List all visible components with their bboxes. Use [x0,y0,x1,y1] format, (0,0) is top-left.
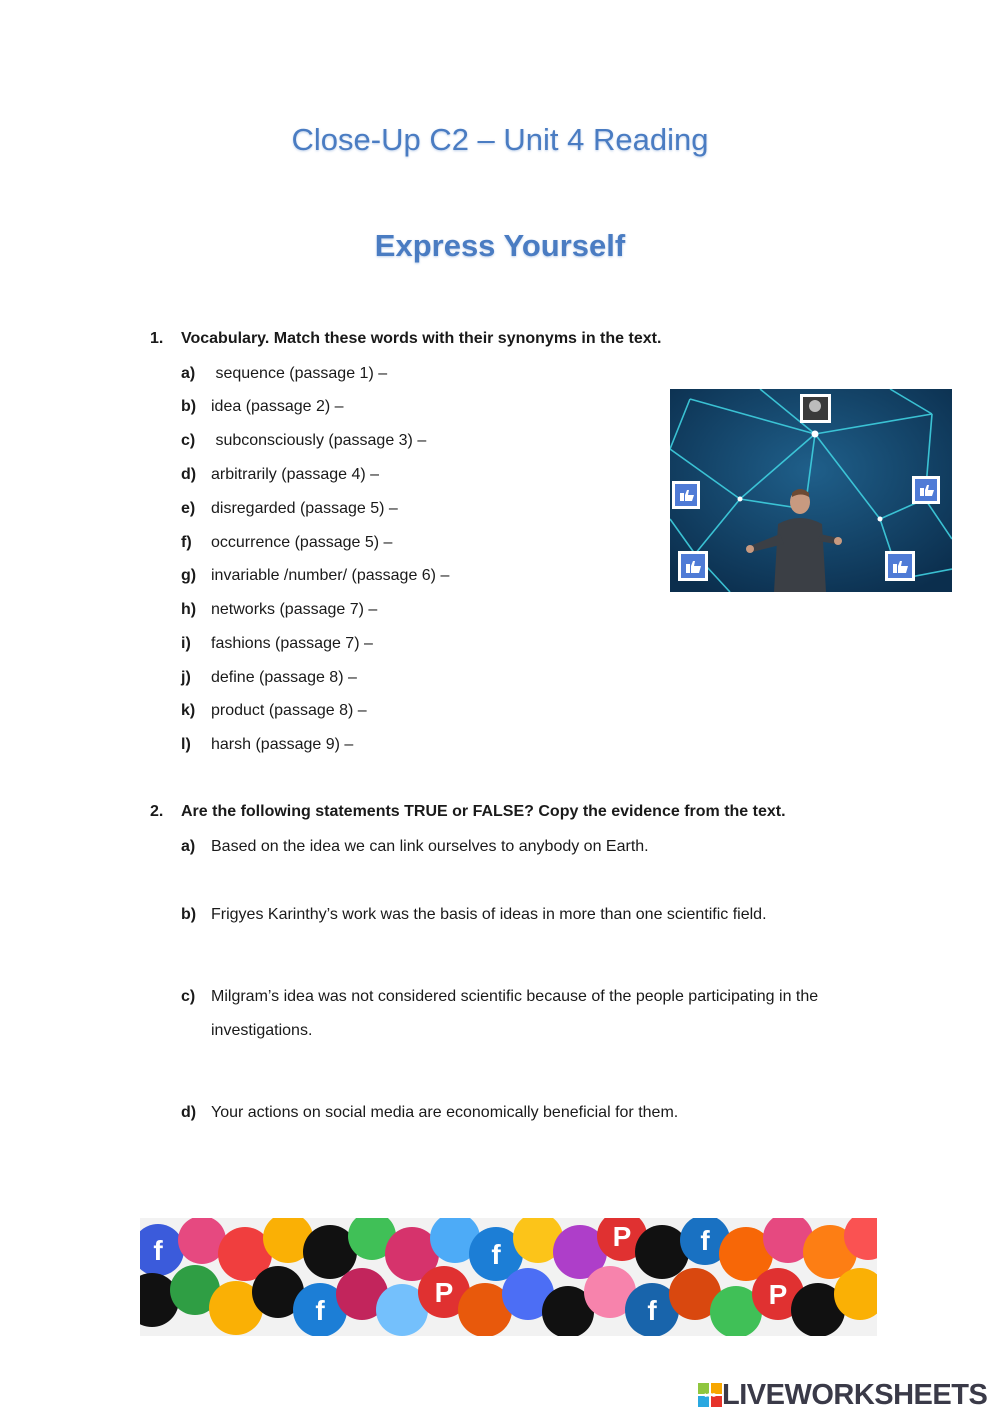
statement-item-a [181,838,649,856]
item-text: harsh (passage 9) – [211,736,354,753]
social-media-banner [140,1218,877,1336]
network-illustration [670,389,952,592]
item-letter: k) [181,702,196,719]
item-text: define (passage 8) – [211,669,357,686]
item-letter: a) [181,838,196,855]
vocab-item-h [181,601,377,619]
item-letter: l) [181,736,191,753]
svg-text:P: P [768,1279,788,1310]
item-letter: b) [181,906,197,923]
question-2-heading [150,803,786,821]
vocab-item-f [181,534,392,552]
liveworksheets-logo [698,1378,987,1412]
brand-name: LIVEWORKSHEETS [722,1378,988,1411]
svg-text:f: f [700,1225,710,1256]
liveworksheets-logo-icon [698,1383,722,1407]
item-letter: h) [181,601,197,618]
statement-item-b [181,906,767,924]
social-media-icons [140,1218,877,1336]
item-text: occurrence (passage 5) – [211,534,393,551]
vocab-item-a [181,365,387,383]
item-text: Milgram’s idea was not considered scientific because of the people participating in the investigations. [211,988,819,1039]
item-letter: c) [181,988,196,1005]
item-letter: d) [181,466,197,483]
svg-text:f: f [491,1239,501,1270]
item-text: arbitrarily (passage 4) – [211,466,380,483]
thumbs-up-icon [885,551,915,581]
item-text: idea (passage 2) – [211,398,344,415]
item-text: Frigyes Karinthy’s work was the basis of ideas in more than one scientific field. [211,906,767,923]
item-text: subconsciously (passage 3) – [211,432,427,449]
page-title: Close-Up C2 – Unit 4 Reading [291,122,709,157]
item-letter: f) [181,534,192,551]
item-letter: a) [181,365,196,382]
item-text: disregarded (passage 5) – [211,500,398,517]
item-text: invariable /number/ (passage 6) – [211,567,450,584]
item-letter: j) [181,669,191,686]
vocab-item-d [181,466,379,484]
question-text: Are the following statements TRUE or FALSE? Copy the evidence from the text. [181,803,786,820]
item-letter: g) [181,567,197,584]
svg-text:f: f [153,1235,163,1266]
item-letter: b) [181,398,197,415]
thumbs-up-icon [678,551,708,581]
item-letter: c) [181,432,196,449]
question-number: 2. [150,803,164,820]
vocab-item-j [181,669,357,687]
item-text: sequence (passage 1) – [211,365,388,382]
question-1-heading [150,330,661,348]
vocab-item-i [181,635,373,653]
thumbs-up-icon [672,481,700,509]
vocab-item-b [181,398,344,416]
thumbs-up-icon [912,476,940,504]
page-subtitle: Express Yourself [374,228,626,263]
svg-text:f: f [647,1295,657,1326]
item-text: product (passage 8) – [211,702,367,719]
item-letter: e) [181,500,196,517]
vocab-item-c [181,432,426,450]
svg-text:P: P [434,1277,454,1308]
vocab-item-k [181,702,367,720]
item-text: Your actions on social media are economically beneficial for them. [211,1104,679,1121]
statement-item-c [181,988,881,1048]
item-text: Based on the idea we can link ourselves to anybody on Earth. [211,838,649,855]
item-letter: d) [181,1104,197,1121]
vocab-item-l [181,736,353,754]
statement-item-d [181,1104,678,1122]
svg-text:f: f [315,1295,325,1326]
vocab-item-e [181,500,398,518]
question-number: 1. [150,330,164,347]
vocab-item-g [181,567,449,585]
social-network-photo [670,389,952,592]
logo-letters: LIVE [704,1393,716,1399]
social-icons-illustration [140,1218,877,1336]
item-letter: i) [181,635,191,652]
svg-text:P: P [612,1221,632,1252]
item-text: networks (passage 7) – [211,601,378,618]
item-text: fashions (passage 7) – [211,635,373,652]
question-text: Vocabulary. Match these words with their synonyms in the text. [181,330,662,347]
